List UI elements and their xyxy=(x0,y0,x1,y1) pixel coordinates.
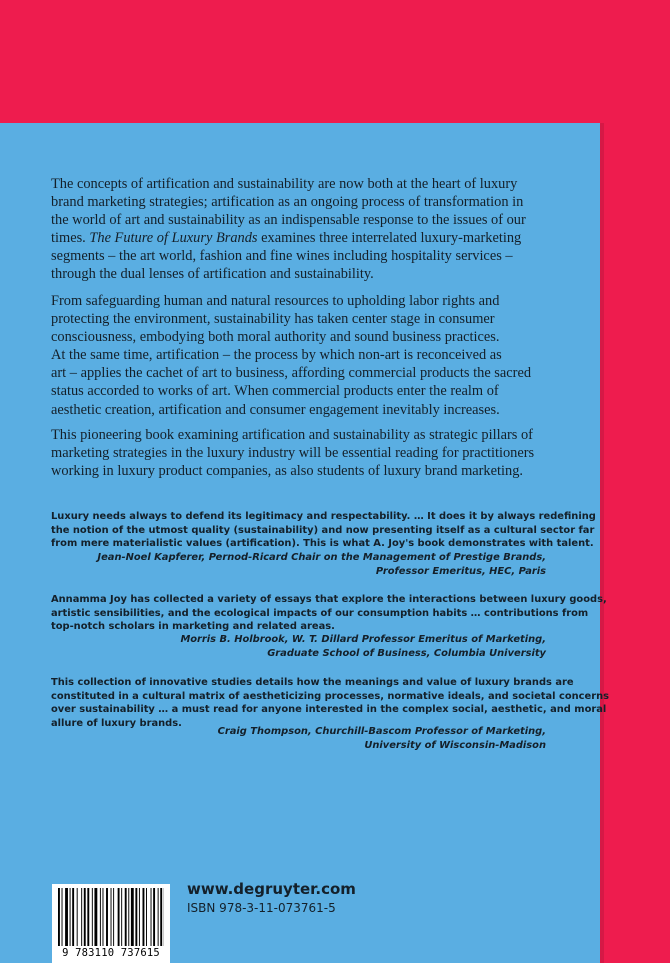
blurb-line: status accorded to works of art. When commercial products enter the realm of xyxy=(51,383,499,400)
barcode-bar xyxy=(146,888,147,946)
endorsement-quote-1 xyxy=(51,510,596,551)
barcode-bar xyxy=(100,888,101,946)
blurb-line: marketing strategies in the luxury industry will be essential reading for practitioners xyxy=(51,445,535,462)
barcode-bar xyxy=(128,888,129,946)
blurb-line: aesthetic creation, artification and consumer engagement inevitably increases. xyxy=(51,401,500,418)
blurb-line: art – applies the cachet of art to business, affording commercial products the sacred xyxy=(51,365,532,382)
barcode-bar xyxy=(77,888,78,946)
barcode-bar xyxy=(94,888,97,946)
barcode-digits: 9 783110 737615 xyxy=(62,947,160,959)
endorsement-attribution-3 xyxy=(0,725,546,754)
quote-line: artistic sensibilities, and the ecological impacts of our consumption habits … contributions from xyxy=(51,607,589,619)
quote-line: over sustainability … a must read for anyone interested in the complex social, aesthetic, and moral xyxy=(51,704,607,716)
barcode-bars xyxy=(58,888,164,948)
barcode-bar xyxy=(111,888,112,946)
barcode-bar xyxy=(135,888,137,946)
barcode-bar xyxy=(84,888,86,946)
blurb-line: At the same time, artification – the process by which non-art is reconceived as xyxy=(51,347,502,364)
attribution-line: Morris B. Holbrook, W. T. Dillard Professor Emeritus of Marketing, xyxy=(180,634,546,645)
isbn-number: ISBN 978-3-11-073761-5 xyxy=(187,901,336,915)
quote-line: top-notch scholars in marketing and related areas. xyxy=(51,621,335,633)
barcode-bar xyxy=(103,888,104,946)
blurb-line: segments – the art world, fashion and fine wines including hospitality services – xyxy=(51,248,513,265)
quote-line: constituted in a cultural matrix of aestheticizing processes, normative ideals, and societal concerns xyxy=(51,690,609,702)
blurb-line: consciousness, embodying both moral authority and sound business practices. xyxy=(51,329,500,346)
blurb-line: The concepts of artification and sustainability are now both at the heart of luxury xyxy=(51,176,518,192)
barcode-bar xyxy=(139,888,140,946)
blurb-text: examines three interrelated luxury-marketing xyxy=(257,230,522,247)
quote-line: Luxury needs always to defend its legitimacy and respectability. … It does it by always redefining xyxy=(51,511,596,522)
blurb-text: times. xyxy=(51,230,90,247)
barcode-bar xyxy=(62,888,63,946)
blurb-line: This pioneering book examining artification and sustainability as strategic pillars of xyxy=(51,427,533,443)
attribution-line: Craig Thompson, Churchill-Bascom Professor of Marketing, xyxy=(217,726,546,737)
attribution-line: University of Wisconsin-Madison xyxy=(364,740,546,752)
barcode-bar xyxy=(106,888,108,946)
barcode-bar xyxy=(125,888,127,946)
barcode-bar xyxy=(113,888,114,946)
barcode-bar xyxy=(160,888,162,946)
blurb-line: brand marketing strategies; artification as an ongoing process of transformation in xyxy=(51,194,524,211)
blurb-line: working in luxury product companies, as also students of luxury brand marketing. xyxy=(51,463,524,480)
blurb-paragraph-3 xyxy=(51,426,551,480)
quote-line: from mere materialistic values (artification). This is what A. Joy's book demonstrates with talent. xyxy=(51,538,594,550)
barcode-bar xyxy=(58,888,60,946)
blurb-paragraph-1 xyxy=(51,175,551,284)
barcode-bar xyxy=(158,888,159,946)
blurb-paragraph-2 xyxy=(51,292,551,419)
book-title-italic: The Future of Luxury Brands xyxy=(89,230,258,247)
barcode-bar xyxy=(70,888,71,946)
blurb-line: the world of art and sustainability as an indispensable response to the issues of our xyxy=(51,212,526,229)
endorsement-quote-3 xyxy=(51,676,609,730)
publisher-website[interactable]: www.degruyter.com xyxy=(187,880,356,898)
barcode-bar xyxy=(65,888,68,946)
blurb-line: From safeguarding human and natural resources to upholding labor rights and xyxy=(51,293,500,309)
barcode-bar xyxy=(92,888,93,946)
barcode-bar xyxy=(118,888,120,946)
quote-line: Annamma Joy has collected a variety of essays that explore the interactions between luxury goods, xyxy=(51,594,607,605)
quote-line: allure of luxury brands. xyxy=(51,717,182,729)
endorsement-attribution-1 xyxy=(0,551,546,580)
barcode-bar xyxy=(151,888,152,946)
barcode-bar xyxy=(72,888,74,946)
barcode-bar xyxy=(153,888,155,946)
endorsement-quote-2 xyxy=(51,593,607,634)
attribution-line: Jean-Noel Kapferer, Pernod-Ricard Chair on the Management of Prestige Brands, xyxy=(97,552,546,563)
cover-edge-shadow xyxy=(600,123,604,963)
blurb-line: protecting the environment, sustainability has taken center stage in consumer xyxy=(51,311,495,328)
quote-line: the notion of the utmost quality (sustainability) and now presenting itself as a cultural sector far xyxy=(51,524,595,536)
isbn-barcode xyxy=(52,884,170,963)
barcode-bar xyxy=(121,888,122,946)
barcode-bar xyxy=(131,888,134,946)
blurb-line xyxy=(51,229,551,247)
barcode-bar xyxy=(143,888,145,946)
blurb-line: through the dual lenses of artification and sustainability. xyxy=(51,266,374,283)
attribution-line: Professor Emeritus, HEC, Paris xyxy=(375,566,546,578)
attribution-line: Graduate School of Business, Columbia University xyxy=(267,648,546,660)
endorsement-attribution-2 xyxy=(0,633,546,662)
barcode-bar xyxy=(81,888,82,946)
barcode-bar xyxy=(87,888,89,946)
quote-line: This collection of innovative studies details how the meanings and value of luxury brands are xyxy=(51,677,574,688)
